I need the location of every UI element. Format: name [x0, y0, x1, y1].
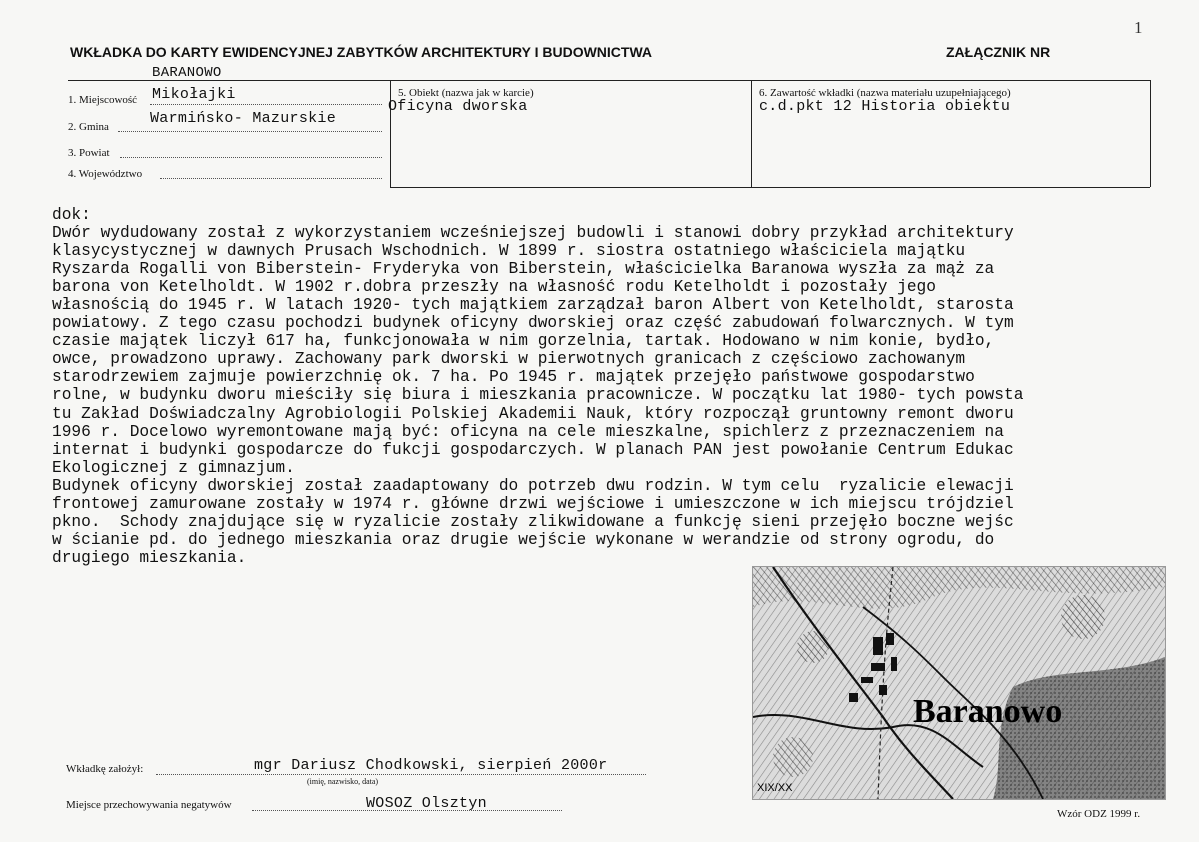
made-by-caption: (imię, nazwisko, data)	[307, 777, 379, 786]
form-divider-1	[390, 80, 391, 187]
history-line: Ryszarda Rogalli von Biberstein- Fryderyka von Biberstein, właścicielka Baranowa wyszła za mąż za	[52, 260, 995, 279]
storage-value: WOSOZ Olsztyn	[366, 795, 487, 812]
attachment-label: ZAŁĄCZNIK NR	[946, 44, 1051, 60]
storage-label: Miejsce przechowywania negatywów	[66, 799, 232, 811]
map-note: XIX/XX	[757, 782, 793, 794]
history-line: frontowej zamurowane zostały w 1974 r. główne drzwi wejściowe i umieszczone w ich miejscu trójdziel	[52, 494, 1014, 513]
made-by-dots	[156, 774, 646, 775]
field-object-value: Oficyna dworska	[388, 98, 528, 115]
form-bottom-border	[390, 187, 1150, 188]
field-commune-label: 2. Gmina	[68, 121, 109, 133]
form-version: Wzór ODZ 1999 r.	[1057, 808, 1141, 820]
history-line: powiatowy. Z tego czasu pochodzi budynek oficyny dworskiej oraz część zabudowań folwarcznych. W tym	[52, 314, 1014, 333]
made-by-value: mgr Dariusz Chodkowski, sierpień 2000r	[254, 757, 608, 774]
history-text	[52, 206, 1152, 567]
history-line: klasycystycznej w dawnych Prusach Wschodnich. W 1899 r. siostra ostatniego właściciela majątku	[52, 242, 966, 261]
history-line: barona von Ketelholdt. W 1902 r.dobra przeszły na własność rodu Ketelholdt i pozostały jego	[52, 278, 936, 297]
made-by-label: Wkładkę założył:	[66, 763, 144, 775]
field-object-label: 5. Obiekt (nazwa jak w karcie)	[398, 87, 534, 99]
field-voivodeship-dots	[160, 178, 382, 179]
field-locality-dots	[150, 104, 382, 105]
field-commune-value: Warmińsko- Mazurskie	[150, 110, 337, 127]
history-line: drugiego mieszkania.	[52, 548, 247, 567]
history-line: w ścianie pd. do jednego mieszkania oraz drugie wejście wykonane w werandzie od strony ogrodu, do	[52, 530, 995, 549]
page-number: 1	[1134, 18, 1143, 37]
history-line: tu Zakład Doświadczalny Agrobiologii Polskiej Akademii Nauk, który rozpoczął gruntowny remont dworu	[52, 404, 1014, 423]
field-district-label: 3. Powiat	[68, 147, 110, 159]
history-line: starodrzewiem zajmuje powierzchnię ok. 7 ha. Po 1945 r. majątek przejęło państwowe gospodarstwo	[52, 368, 975, 387]
form-divider-2	[751, 80, 752, 187]
form-title: WKŁADKA DO KARTY EWIDENCYJNEJ ZABYTKÓW ARCHITEKTURY I BUDOWNICTWA	[70, 44, 653, 60]
history-line: dok:	[52, 206, 91, 224]
field-locality-label: 1. Miejscowość	[68, 94, 138, 106]
history-line: owce, prowadzono uprawy. Zachowany park dworski w pierwotnych granicach z częściowo zachowanym	[52, 350, 966, 369]
field-content-label: 6. Zawartość wkładki (nazwa materiału uzupełniającego)	[759, 87, 1011, 99]
history-line: rolne, w budynku dworu mieściły się biura i mieszkania pracownicze. W początku lat 1980- tych powsta	[52, 386, 1024, 405]
locality-typed: BARANOWO	[152, 65, 222, 81]
history-line: czasie majątek liczył 617 ha, funkcjonowała w nim gorzelnia, tartak. Hodowano w nim konie, bydło,	[52, 332, 995, 351]
field-locality-value: Mikołajki	[152, 86, 236, 103]
history-line: pkno. Schody znajdujące się w ryzalicie zostały zlikwidowane a funkcję sieni przejęło boczne wejśc	[52, 512, 1014, 531]
map-excerpt	[752, 566, 1166, 800]
form-right-border	[1150, 80, 1151, 187]
history-line: Dwór wydudowany został z wykorzystaniem wcześniejszej budowli i stanowi dobry przykład architektury	[52, 224, 1014, 243]
map-illustration	[753, 567, 1165, 799]
history-line: własnością do 1945 r. W latach 1920- tych majątkiem zarządzał baron Albert von Ketelholdt, starosta	[52, 296, 1014, 315]
form-top-border	[68, 80, 1150, 81]
history-line: internat i budynki gospodarcze do fukcji gospodarczych. W planach PAN jest powołanie Centrum Edukac	[52, 440, 1014, 459]
map-label: Baranowo	[913, 693, 1063, 730]
history-line: Ekologicznej z gimnazjum.	[52, 458, 295, 477]
field-voivodeship-label: 4. Województwo	[68, 168, 143, 180]
history-line: 1996 r. Docelowo wyremontowane mają być: oficyna na cele mieszkalne, spichlerz z przeznaczeniem na	[52, 422, 1004, 441]
field-content-value: c.d.pkt 12 Historia obiektu	[759, 98, 1011, 115]
history-line: Budynek oficyny dworskiej został zaadaptowany do potrzeb dwu rodzin. W tym celu ryzalicie elewacji	[52, 476, 1014, 495]
field-district-dots	[120, 157, 382, 158]
field-commune-dots	[118, 131, 382, 132]
